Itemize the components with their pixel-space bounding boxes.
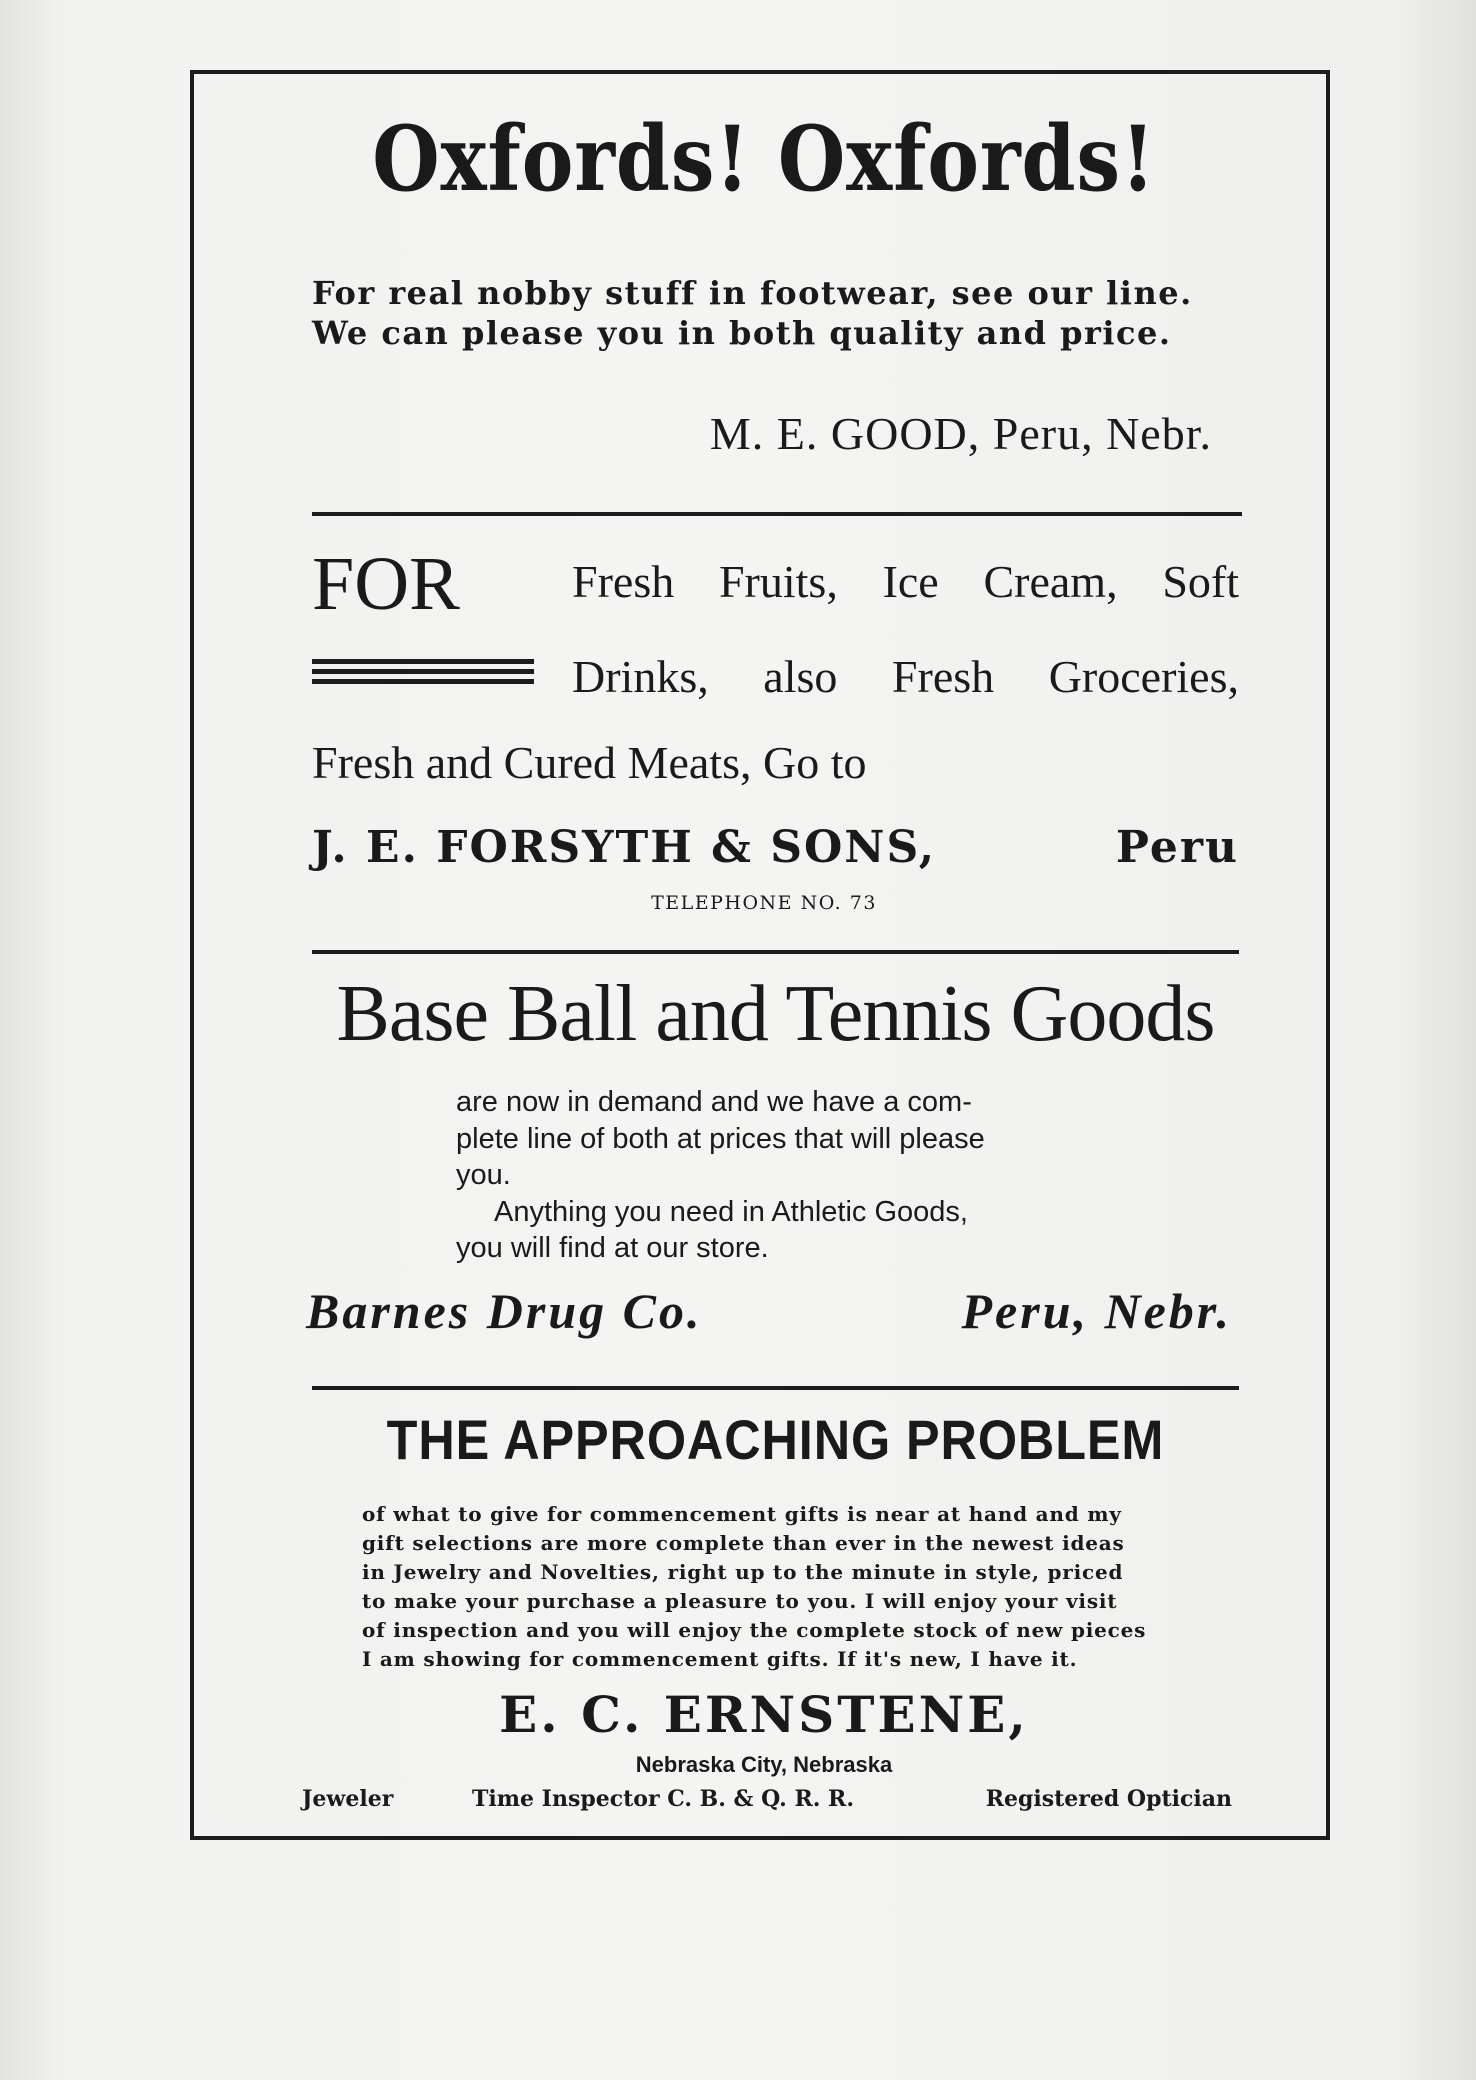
footer-jeweler: Jeweler — [302, 1786, 394, 1812]
barnes-body-line-4: Anything you need in Athletic Goods, — [494, 1196, 968, 1228]
forsyth-business-name — [312, 822, 1239, 873]
ernstene-body-line: of inspection and you will enjoy the complete stock of new pieces — [362, 1618, 1147, 1642]
forsyth-decorative-bars — [312, 659, 534, 689]
barnes-location: Peru, Nebr. — [961, 1283, 1232, 1339]
divider-rule — [312, 512, 1242, 516]
barnes-company-name: Barnes Drug Co. — [306, 1283, 703, 1339]
forsyth-text-line-3: Fresh and Cured Meats, Go to — [312, 737, 867, 788]
oxfords-text-line-2: We can please you in both quality and price. — [312, 314, 1172, 352]
forsyth-text-line-1: Fresh Fruits, Ice Cream, Soft — [572, 556, 1239, 607]
ernstene-body-line: I am showing for commencement gifts. If it's new, I have it. — [362, 1647, 1078, 1671]
advertisement-frame — [190, 70, 1330, 1840]
ernstene-body-line: to make your purchase a pleasure to you. I will enjoy your visit — [362, 1589, 1118, 1613]
ernstene-city: Nebraska City, Nebraska — [635, 1752, 893, 1777]
oxfords-signature: M. E. GOOD, Peru, Nebr. — [709, 408, 1212, 459]
forsyth-town: Peru — [1115, 822, 1239, 873]
ernstene-body-line: gift selections are more complete than ever in the newest ideas — [362, 1531, 1125, 1555]
forsyth-telephone: TELEPHONE NO. 73 — [651, 892, 877, 914]
footer-registered-optician: Registered Optician — [985, 1786, 1232, 1812]
forsyth-name-text: J. E. FORSYTH & SONS, — [312, 822, 937, 873]
oxfords-text-line-1: For real nobby stuff in footwear, see our line. — [312, 274, 1193, 312]
ernstene-name: E. C. ERNSTENE, — [499, 1685, 1029, 1744]
divider-rule — [312, 950, 1239, 954]
barnes-headline: Base Ball and Tennis Goods — [336, 970, 1215, 1058]
barnes-body-line-5: you will find at our store. — [456, 1232, 769, 1264]
divider-rule — [312, 1386, 1239, 1390]
barnes-body-line-2: plete line of both at prices that will please — [456, 1123, 985, 1155]
ernstene-body-line: of what to give for commencement gifts is near at hand and my — [362, 1502, 1122, 1526]
oxfords-headline: Oxfords! Oxfords! — [372, 106, 1156, 212]
ernstene-body — [362, 1500, 1192, 1674]
barnes-body-line-1: are now in demand and we have a com- — [456, 1086, 972, 1118]
ernstene-headline: THE APPROACHING PROBLEM — [386, 1408, 1165, 1471]
barnes-body-line-3: you. — [456, 1159, 511, 1191]
ernstene-body-line: in Jewelry and Novelties, right up to the minute in style, priced — [362, 1560, 1124, 1584]
footer-time-inspector: Time Inspector C. B. & Q. R. R. — [472, 1786, 855, 1812]
forsyth-text-line-2: Drinks, also Fresh Groceries, — [572, 651, 1239, 702]
forsyth-lead-word: FOR — [312, 542, 460, 626]
